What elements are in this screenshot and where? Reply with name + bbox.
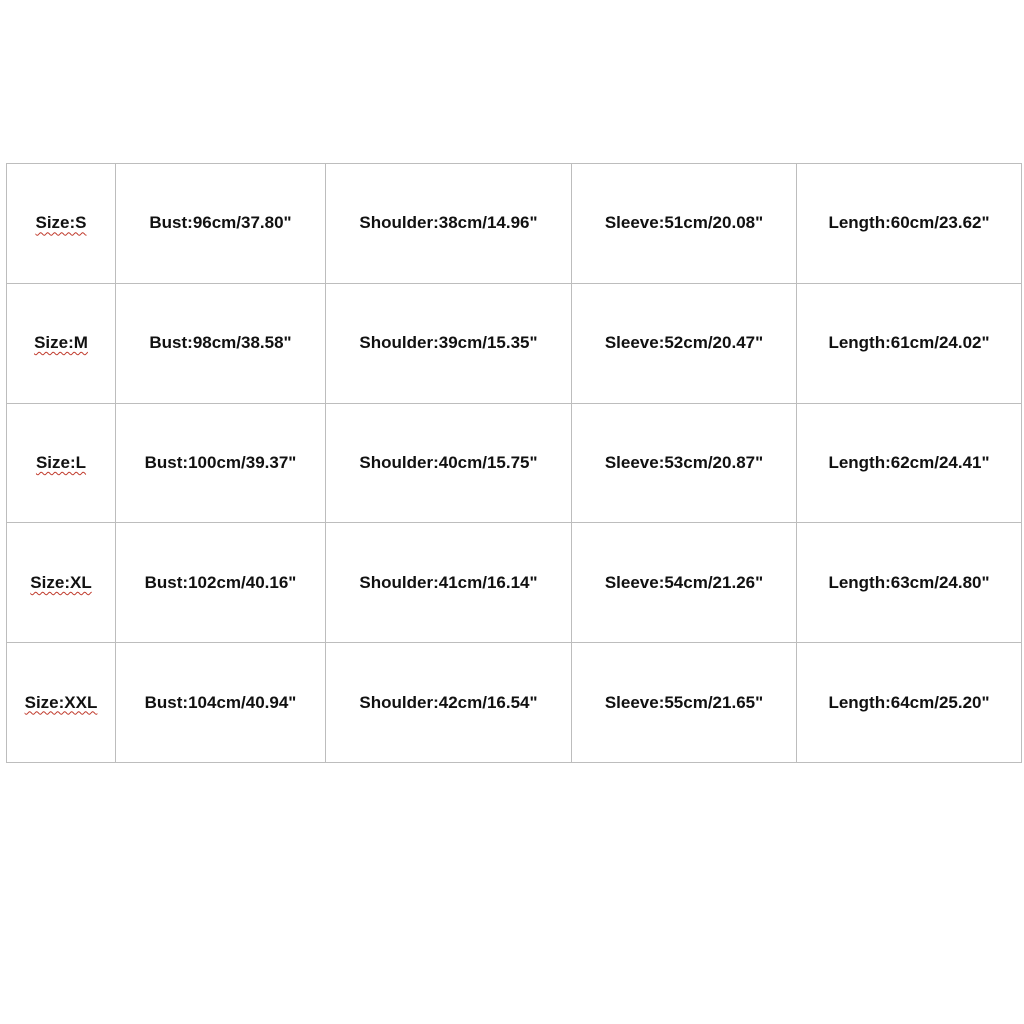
length-cell: Length:63cm/24.80" (797, 523, 1022, 643)
size-cell (7, 643, 116, 763)
shoulder-cell: Shoulder:38cm/14.96" (326, 164, 572, 284)
size-label: Size:M (34, 333, 88, 353)
shoulder-cell: Shoulder:39cm/15.35" (326, 283, 572, 403)
length-cell: Length:60cm/23.62" (797, 164, 1022, 284)
size-label: Size:XXL (24, 692, 98, 712)
bust-cell: Bust:100cm/39.37" (116, 403, 326, 523)
size-chart-table (6, 163, 1022, 763)
size-cell (7, 523, 116, 643)
sleeve-cell: Sleeve:54cm/21.26" (572, 523, 797, 643)
size-chart-body (7, 164, 1022, 763)
size-cell (7, 164, 116, 284)
table-row (7, 403, 1022, 523)
table-row (7, 643, 1022, 763)
size-cell (7, 283, 116, 403)
bust-cell: Bust:96cm/37.80" (116, 164, 326, 284)
sleeve-cell: Sleeve:51cm/20.08" (572, 164, 797, 284)
length-cell: Length:61cm/24.02" (797, 283, 1022, 403)
size-cell (7, 403, 116, 523)
bust-cell: Bust:98cm/38.58" (116, 283, 326, 403)
bust-cell: Bust:104cm/40.94" (116, 643, 326, 763)
sleeve-cell: Sleeve:55cm/21.65" (572, 643, 797, 763)
shoulder-cell: Shoulder:41cm/16.14" (326, 523, 572, 643)
length-cell: Length:64cm/25.20" (797, 643, 1022, 763)
length-cell: Length:62cm/24.41" (797, 403, 1022, 523)
bust-cell: Bust:102cm/40.16" (116, 523, 326, 643)
shoulder-cell: Shoulder:40cm/15.75" (326, 403, 572, 523)
table-row (7, 164, 1022, 284)
table-row (7, 283, 1022, 403)
sleeve-cell: Sleeve:52cm/20.47" (572, 283, 797, 403)
sleeve-cell: Sleeve:53cm/20.87" (572, 403, 797, 523)
table-row (7, 523, 1022, 643)
size-label: Size:L (35, 452, 87, 472)
size-label: Size:XL (30, 572, 92, 592)
shoulder-cell: Shoulder:42cm/16.54" (326, 643, 572, 763)
size-label: Size:S (35, 213, 87, 233)
